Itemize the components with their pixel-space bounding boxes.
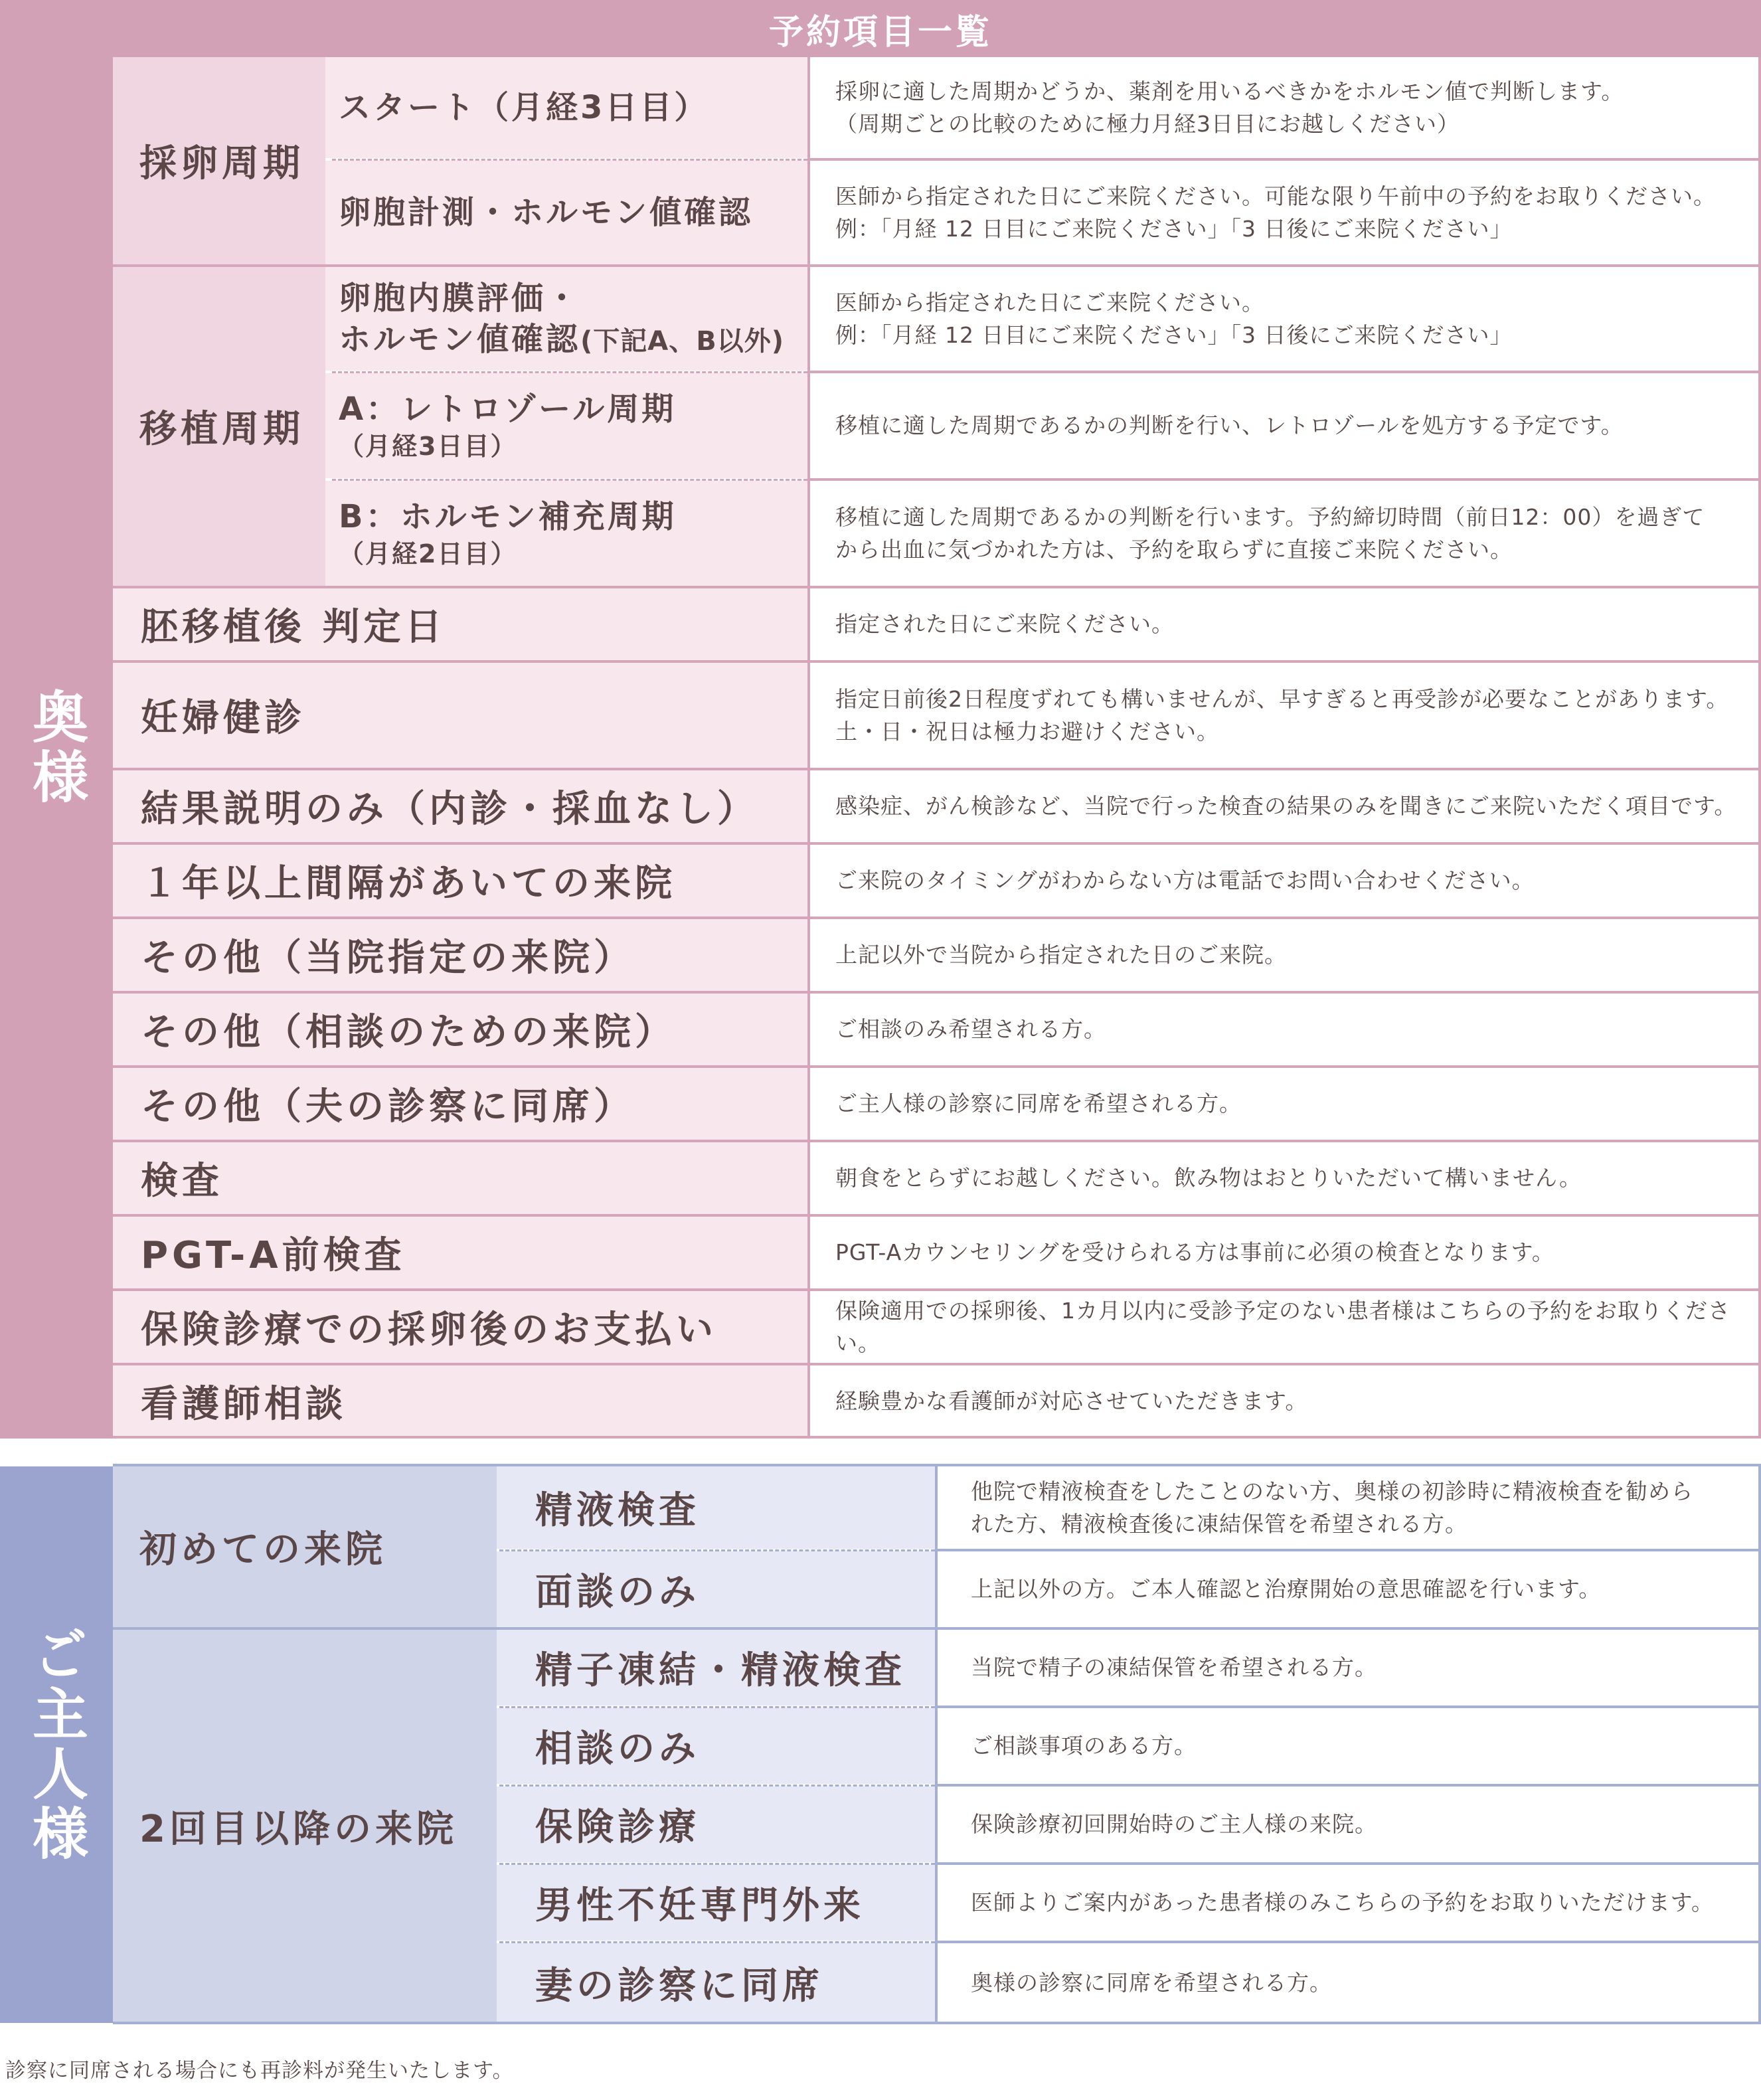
row-divider	[113, 1065, 1761, 1068]
desc-hormone-replacement	[810, 481, 1761, 586]
desc-line: 他院で精液検査をしたことのない方、奥様の初診時に精液検査を勧めら	[971, 1478, 1693, 1504]
item-label: A：レトロゾール周期	[339, 391, 677, 428]
group-label-egg-retrieval: 採卵周期	[113, 57, 325, 264]
desc-line: ご来院のタイミングがわからない方は電話でお問い合わせください。	[835, 867, 1535, 894]
dashed-divider	[332, 479, 807, 481]
item-endometrium-hormone[interactable]	[325, 267, 807, 371]
dashed-divider	[499, 1941, 935, 1943]
desc-line: 医師から指定された日にご来院ください。	[835, 289, 1264, 315]
item-other-consultation[interactable]: その他（相談のための来院）	[113, 994, 807, 1065]
row-divider	[113, 264, 1761, 267]
desc-sperm-freeze	[938, 1630, 1761, 1706]
row-divider	[938, 1549, 1761, 1551]
desc-examination	[810, 1142, 1761, 1214]
row-divider	[113, 917, 1761, 919]
desc-line: 奥様の診察に同席を希望される方。	[971, 1970, 1332, 1996]
desc-pgt-a-pretest	[810, 1217, 1761, 1288]
desc-line: 土・日・祝日は極力お避けください。	[835, 719, 1219, 744]
desc-accompany-wife	[938, 1943, 1761, 2023]
desc-line: 経験豊かな看護師が対応させていただきます。	[835, 1388, 1308, 1415]
row-divider	[810, 478, 1761, 481]
item-results-only[interactable]: 結果説明のみ（内診・採血なし）	[113, 770, 807, 842]
right-border	[1758, 57, 1761, 1439]
row-divider	[113, 1288, 1761, 1291]
row-divider	[113, 1214, 1761, 1217]
item-sub: （月経2日目）	[339, 539, 517, 569]
item-nurse-consultation[interactable]: 看護師相談	[113, 1365, 807, 1437]
item-label: ホルモン値確認	[339, 321, 581, 358]
item-prenatal-checkup[interactable]: 妊婦健診	[113, 663, 807, 768]
row-divider	[938, 1706, 1761, 1708]
item-semen-analysis[interactable]: 精液検査	[497, 1466, 935, 1549]
desc-insurance-treatment	[938, 1787, 1761, 1862]
row-divider	[810, 158, 1761, 161]
dashed-divider	[332, 371, 807, 373]
desc-line: 当院で精子の凍結保管を希望される方。	[971, 1654, 1377, 1681]
desc-follicle-hormone	[810, 161, 1761, 264]
row-divider	[113, 1627, 1761, 1630]
wife-side-text: 奥様	[23, 688, 89, 808]
row-divider	[113, 768, 1761, 770]
desc-line: 採卵に適した周期かどうか、薬剤を用いるべきかをホルモン値で判断します。	[835, 78, 1624, 104]
desc-other-clinic-designated	[810, 919, 1761, 991]
desc-results-only	[810, 770, 1761, 842]
desc-line: （周期ごとの比較のために極力月経3日目にお越しください）	[835, 111, 1460, 137]
row-divider	[113, 991, 1761, 994]
group-label-first-visit: 初めての来院	[113, 1466, 497, 1627]
desc-line: 移植に適した周期であるかの判断を行います。予約締切時間（前日12：00）を過ぎて	[835, 503, 1705, 530]
item-start-day3[interactable]	[325, 57, 807, 158]
husband-side-text: ご主人様	[23, 1625, 89, 1864]
item-label: B：ホルモン補充周期	[339, 498, 677, 536]
footnote: 診察に同席される場合にも再診料が発生いたします。	[5, 2059, 514, 2083]
item-sperm-freeze[interactable]: 精子凍結・精液検査	[497, 1630, 935, 1706]
row-divider	[113, 1363, 1761, 1365]
desc-line: 医師から指定された日にご来院ください。可能な限り午前中の予約をお取りください。	[835, 183, 1716, 209]
dashed-divider	[499, 1785, 935, 1787]
desc-line: ご相談事項のある方。	[971, 1733, 1197, 1759]
item-label: 卵胞内膜評価・	[339, 279, 581, 317]
item-note: (下記A、B以外)	[580, 326, 785, 357]
item-male-infertility[interactable]: 男性不妊専門外来	[497, 1865, 935, 1941]
row-divider	[113, 1436, 1761, 1439]
dashed-divider	[499, 1549, 935, 1551]
item-examination[interactable]: 検査	[113, 1142, 807, 1214]
desc-male-infertility	[938, 1865, 1761, 1941]
desc-line: 上記以外の方。ご本人確認と治療開始の意思確認を行います。	[971, 1576, 1602, 1603]
page-title: 予約項目一覧	[0, 0, 1761, 57]
desc-consultation-only	[938, 1708, 1761, 1784]
item-insurance-payment[interactable]: 保険診療での採卵後のお支払い	[113, 1291, 807, 1363]
desc-other-accompany-husband	[810, 1068, 1761, 1140]
desc-line: 保険診療初回開始時のご主人様の来院。	[971, 1811, 1377, 1838]
item-interview-only[interactable]: 面談のみ	[497, 1551, 935, 1627]
desc-start-day3	[810, 57, 1761, 158]
row-divider	[938, 1941, 1761, 1943]
row-divider	[810, 371, 1761, 373]
desc-endometrium-hormone	[810, 267, 1761, 371]
item-post-transfer-judgement[interactable]: 胚移植後 判定日	[113, 588, 807, 660]
row-divider	[113, 1464, 1761, 1466]
wife-side-label	[0, 57, 113, 1439]
row-divider	[113, 1140, 1761, 1142]
item-follicle-hormone[interactable]	[325, 161, 807, 264]
desc-one-year-gap	[810, 845, 1761, 917]
desc-prenatal-checkup	[810, 663, 1761, 768]
desc-other-consultation	[810, 994, 1761, 1065]
desc-nurse-consultation	[810, 1365, 1761, 1437]
desc-post-transfer-judgement	[810, 588, 1761, 660]
row-divider	[113, 842, 1761, 845]
desc-line: 感染症、がん検診など、当院で行った検査の結果のみを聞きにご来院いただく項目です。	[835, 793, 1737, 820]
item-pgt-a-pretest[interactable]: PGT-A前検査	[113, 1217, 807, 1288]
desc-line: 上記以外で当院から指定された日のご来院。	[835, 942, 1287, 968]
desc-line: 指定された日にご来院ください。	[835, 611, 1174, 638]
desc-line: 保険適用での採卵後、1カ月以内に受診予定のない患者様はこちらの予約をお取りください。	[835, 1297, 1730, 1356]
row-divider	[938, 1784, 1761, 1787]
right-border	[1758, 1466, 1761, 2023]
desc-insurance-payment	[810, 1291, 1761, 1363]
desc-line: 医師よりご案内があった患者様のみこちらの予約をお取りいただけます。	[971, 1889, 1715, 1916]
item-label: 卵胞計測・ホルモン値確認	[339, 193, 754, 231]
desc-line: ご主人様の診察に同席を希望される方。	[835, 1091, 1242, 1117]
dashed-divider	[499, 1706, 935, 1708]
row-divider	[938, 1862, 1761, 1865]
dashed-divider	[499, 1863, 935, 1865]
desc-line: 指定日前後2日程度ずれても構いませんが、早すぎると再受診が必要なことがあります。	[835, 685, 1729, 712]
desc-semen-analysis	[938, 1466, 1761, 1549]
desc-line: 朝食をとらずにお越しください。飲み物はおとりいただいて構いません。	[835, 1165, 1582, 1191]
row-divider	[113, 586, 1761, 588]
group-label-transfer: 移植周期	[113, 267, 325, 586]
desc-line: PGT-Aカウンセリングを受けられる方は事前に必須の検査となります。	[835, 1239, 1554, 1266]
desc-line: 移植に適した周期であるかの判断を行い、レトロゾールを処方する予定です。	[835, 412, 1624, 439]
group-label-repeat-visit: 2回目以降の来院	[113, 1630, 497, 2023]
item-other-clinic-designated[interactable]: その他（当院指定の来院）	[113, 919, 807, 991]
item-label: スタート（月経3日目）	[339, 88, 709, 126]
item-accompany-wife[interactable]: 妻の診察に同席	[497, 1943, 935, 2023]
row-divider	[113, 660, 1761, 663]
desc-interview-only	[938, 1551, 1761, 1627]
item-other-accompany-husband[interactable]: その他（夫の診察に同席）	[113, 1068, 807, 1140]
item-one-year-gap[interactable]: １年以上間隔があいての来院	[113, 845, 807, 917]
husband-side-label	[0, 1466, 113, 2023]
dashed-divider	[332, 159, 807, 161]
row-divider	[113, 2022, 1761, 2024]
desc-line: れた方、精液検査後に凍結保管を希望される方。	[971, 1511, 1468, 1537]
item-letrozole-cycle[interactable]	[325, 373, 807, 478]
desc-letrozole-cycle	[810, 373, 1761, 478]
item-insurance-treatment[interactable]: 保険診療	[497, 1787, 935, 1862]
desc-line: 例：「月経 12 日目にご来院ください」「3 日後にご来院ください」	[835, 216, 1513, 242]
item-hormone-replacement[interactable]	[325, 481, 807, 586]
desc-line: から出血に気づかれた方は、予約を取らずに直接ご来院ください。	[835, 537, 1513, 563]
desc-line: 例：「月経 12 日目にご来院ください」「3 日後にご来院ください」	[835, 322, 1513, 348]
item-consultation-only[interactable]: 相談のみ	[497, 1708, 935, 1784]
item-sub: （月経3日目）	[339, 431, 517, 461]
desc-line: ご相談のみ希望される方。	[835, 1016, 1106, 1043]
